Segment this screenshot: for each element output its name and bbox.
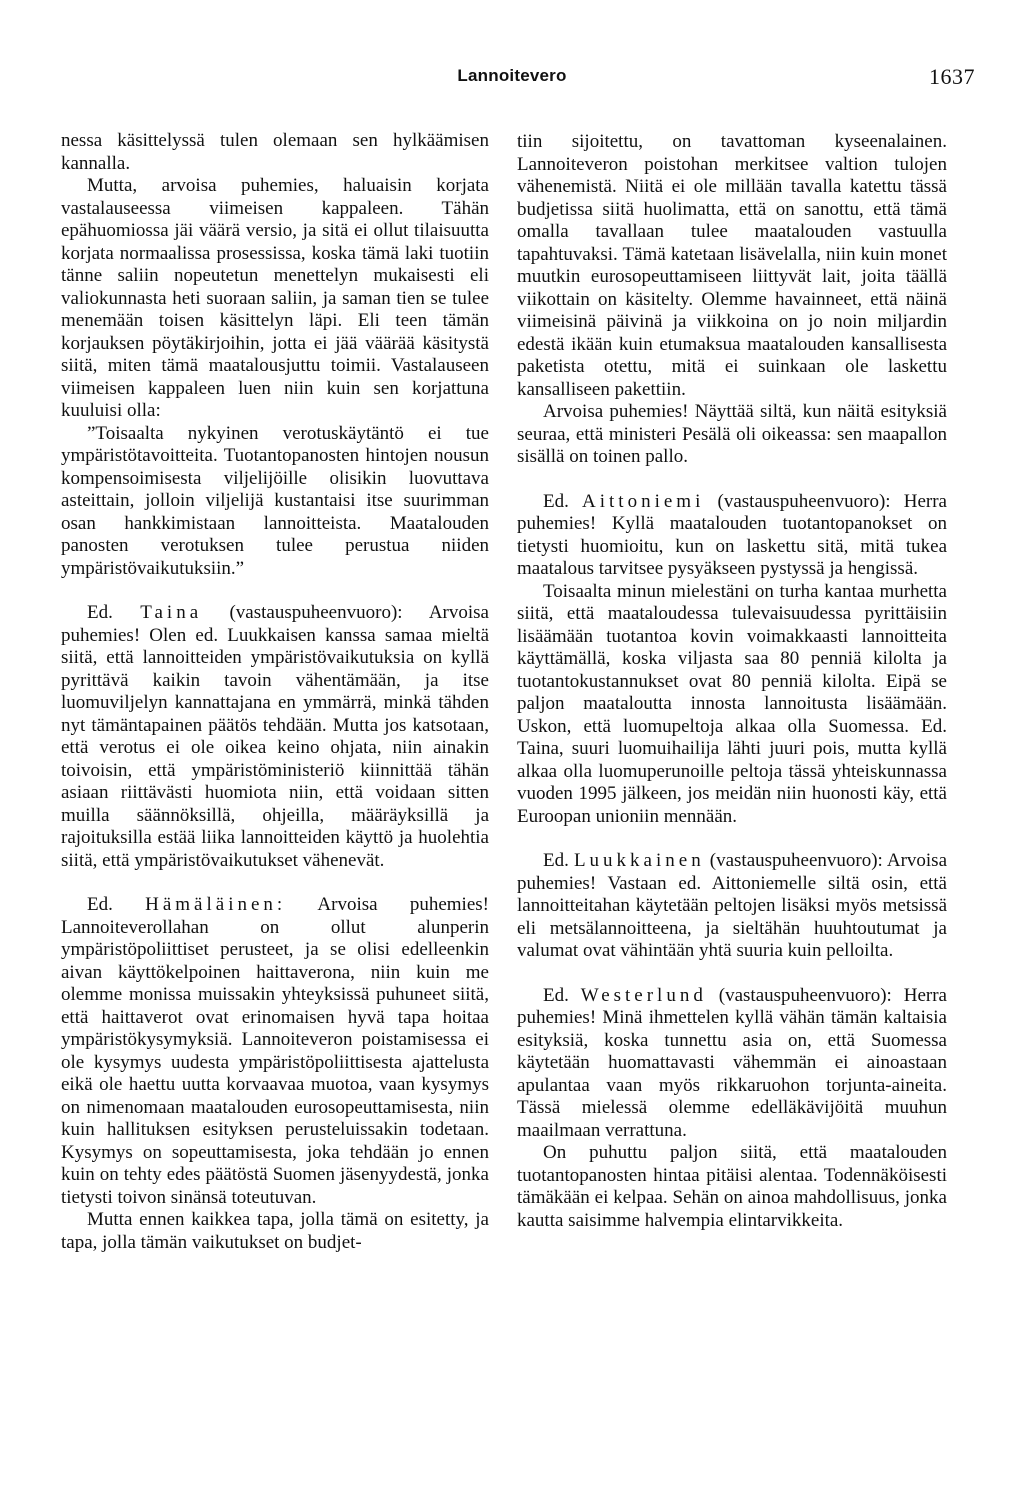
speech-text: (vastauspuheenvuoro): Arvoisa puhemies! Vastaan ed. Aittoniemelle siltä osin, että lannoitteitahan käytetään peltojen lisäksi myös metsissä eli metsälannoitteena, ja sieltähän huuhtoutumat ja valumat ovat vähintään yhtä suuria kuin pelloilta. <box>517 850 948 961</box>
speaker-name: Luukkainen <box>573 850 705 871</box>
paragraph: On puhuttu paljon siitä, että maatalouden tuotantopanosten hintaa pitäisi alentaa. Todennäköisesti tämäkään ei kelpaa. Sehän on ainoa mahdollisuus, jonka kautta saisimme halvempia elintarvikkeita. <box>517 1142 947 1231</box>
speaker-prefix: Ed. <box>543 490 583 512</box>
speech-text: (vastauspuheenvuoro): Herra puhemies! Minä ihmettelen kyllä vähän tämän kaltaisia esityksiä, koska tunnettu asia on, että Suomessa käytetään huomattavasti vähemmän ei ainoastaan apulantaa vaan myös rikkaruohon torjunta-aineita. Tässä mielessä olemme edelläkävijöitä muuhun maailmaan verrattuna. <box>517 984 947 1141</box>
speech-text: Arvoisa puhemies! Lannoiteverollahan on ollut alunperin ympäristöpoliittiset perusteet, ja se olisi edelleenkin aivan käyttökelpoinen haittaverona, niin kuin me olemme monissa muissakin yhteyksissä puhuneet siitä, että haittaverot ovat erinomaisen hyvä tapa hoitaa ympäristökysymyksiä. Lannoiteveron poistamisessa ei ole kysymys uudesta ympäristöpoliittisesta ajattelusta eikä ole haettu uutta korvaavaa muotoa, vaan kysymys on nimenomaan maatalouden eurosopeuttamisesta, niin kuin hallituksen esityksen perusteluissakin todetaan. Kysymys on sopeuttamisesta, joka tehdään jo ennen kuin on tehty edes päätöstä Suomen jäsenyydestä, jonka tietysti toivon sinänsä toteutuvan. <box>61 894 489 1208</box>
speaker-prefix: Ed. <box>543 850 574 871</box>
paragraph: nessa käsittelyssä tulen olemaan sen hylkäämisen kannalla. <box>61 130 489 174</box>
speech-taina <box>61 602 489 872</box>
left-column <box>61 130 489 1254</box>
speaker-name: Taina <box>140 602 203 623</box>
speaker-name: Hämäläinen: <box>145 894 287 915</box>
speaker-name: Aittoniemi <box>582 490 705 512</box>
quoted-paragraph: ”Toisaalta nykyinen verotuskäytäntö ei tue ympäristötavoitteita. Tuotantopanosten hintojen nousun kompensoimisesta viljelijöille olisikin luovuttava asteittain, jolloin viljelijä kustantaisi itse suurimman osan hankkimistaan lannoitteista. Maatalouden panosten verotuksen tulee perustua niiden ympäristövaikutuksiin.” <box>61 422 489 579</box>
speech-text: (vastauspuheenvuoro): Arvoisa puhemies! Olen ed. Luukkaisen kanssa samaa mieltä siitä, että lannoitteiden ympäristövaikutuksia on kyllä pyrittävä kaikin tavoin vähentämään, ja itse luomuviljelyn kannattajana en ymmärrä, minkä tähden nyt tämäntapainen päätös tehdään. Mutta jos katsotaan, että verotus ei ole oikea keino ohjata, niin ainakin toivoisin, että ympäristöministeriö kiinnittää tähän asiaan riittävästi huomiota niin, että voidaan sitten muilla säännöksillä, ohjeilla, määräyksillä ja rajoituksilla estää liika lannoitteiden käyttö ja huolehtia siitä, että ympäristövaikutukset vähenevät. <box>61 602 489 871</box>
speech-aittoniemi <box>517 491 947 581</box>
speaker-name: Westerlund <box>580 984 707 1006</box>
speech-hamalainen <box>61 894 489 1209</box>
speech-westerlund <box>517 985 947 1143</box>
paragraph: Mutta, arvoisa puhemies, haluaisin korjata vastalauseessa viimeisen kappaleen. Tähän epähuomiossa jäi väärä versio, ja sitä ei ollut tilaisuutta korjata normaalissa prosessissa, koska tämä laki tuotiin tänne saliin nopeutetun menettelyn mukaisesti eli valiokunnasta heti suoraan saliin, ja saman tien se tulee menemään toisen käsittelyn läpi. Eli teen tämän korjauksen pöytäkirjoihin, jotta ei jää väärää käsitystä siitä, miten tämä maatalousjuttu toimii. Vastalauseen viimeisen kappaleen luen niin kuin sen korjattuna kuuluisi olla: <box>61 175 489 421</box>
paragraph: Toisaalta minun mielestäni on turha kantaa murhetta siitä, että maataloudessa tulevaisuudessa pyrittäisiin lisäämään tuotantoa kovin voimakkaasti lannoitteita käyttämällä, koska viljasta saa 80 penniä kilolta ja tuotantokustannukset ovat 80 penniä kilolta. Eipä se paljon maatalouttа innosta lannoitusta lisäämään. Uskon, että luomupeltoja alkaa olla Suomessa. Ed. Taina, suuri luomuihailija lähti juuri pois, mutta kyllä alkaa olla luomuperunoille peltoja tässä yhteiskunnassa vuoden 1995 jälkeen, jos meidän niin huonosti käy, että Euroopan unioniin mennään. <box>517 580 947 827</box>
paragraph: Mutta ennen kaikkea tapa, jolla tämä on esitetty, ja tapa, jolla tämän vaikutukset on budjet- <box>61 1209 489 1253</box>
speech-luukkainen <box>517 850 947 963</box>
speaker-prefix: Ed. <box>87 602 141 623</box>
right-column <box>517 131 947 1232</box>
paragraph: tiin sijoitettu, on tavattoman kyseenalainen. Lannoiteveron poistohan merkitsee valtion tulojen vähenemistä. Niitä ei ole millään tavalla katettu tässä budjetissa siitä huolimatta, että on sanottu, että tämä omalla tavallaan tulee maatalouden vastuulla tapahtuvaksi. Tämä katetaan lisävelalla, niin kuin monet muutkin eurosopeuttamiseen liittyvät lait, joita täällä viikottain on käsitelty. Olemme havainneet, että näinä viimeisinä päivinä ja viikkoina on jo noin miljardin edestä ikään kuin etumaksua maatalouden kansallisesta paketista otettu, mitä ei suinkaan ole laskettu kansalliseen pakettiin. <box>517 131 947 400</box>
speaker-prefix: Ed. <box>543 984 581 1006</box>
paragraph: Arvoisa puhemies! Näyttää siltä, kun näitä esityksiä seuraa, että ministeri Pesälä oli oikeassa: sen maapallon sisällä on toinen pallo. <box>517 401 947 467</box>
page-number: 1637 <box>929 64 975 89</box>
speech-text: (vastauspuheenvuoro): Herra puhemies! Kyllä maatalouden tuotantopanokset on tietysti huomioitu, kun on laskettu sitä, mitä tukea maatalous tarvitsee pysyäkseen pystyssä ja hengissä. <box>517 490 947 579</box>
speaker-prefix: Ed. <box>87 894 146 915</box>
running-header-title: Lannoitevero <box>457 66 567 85</box>
